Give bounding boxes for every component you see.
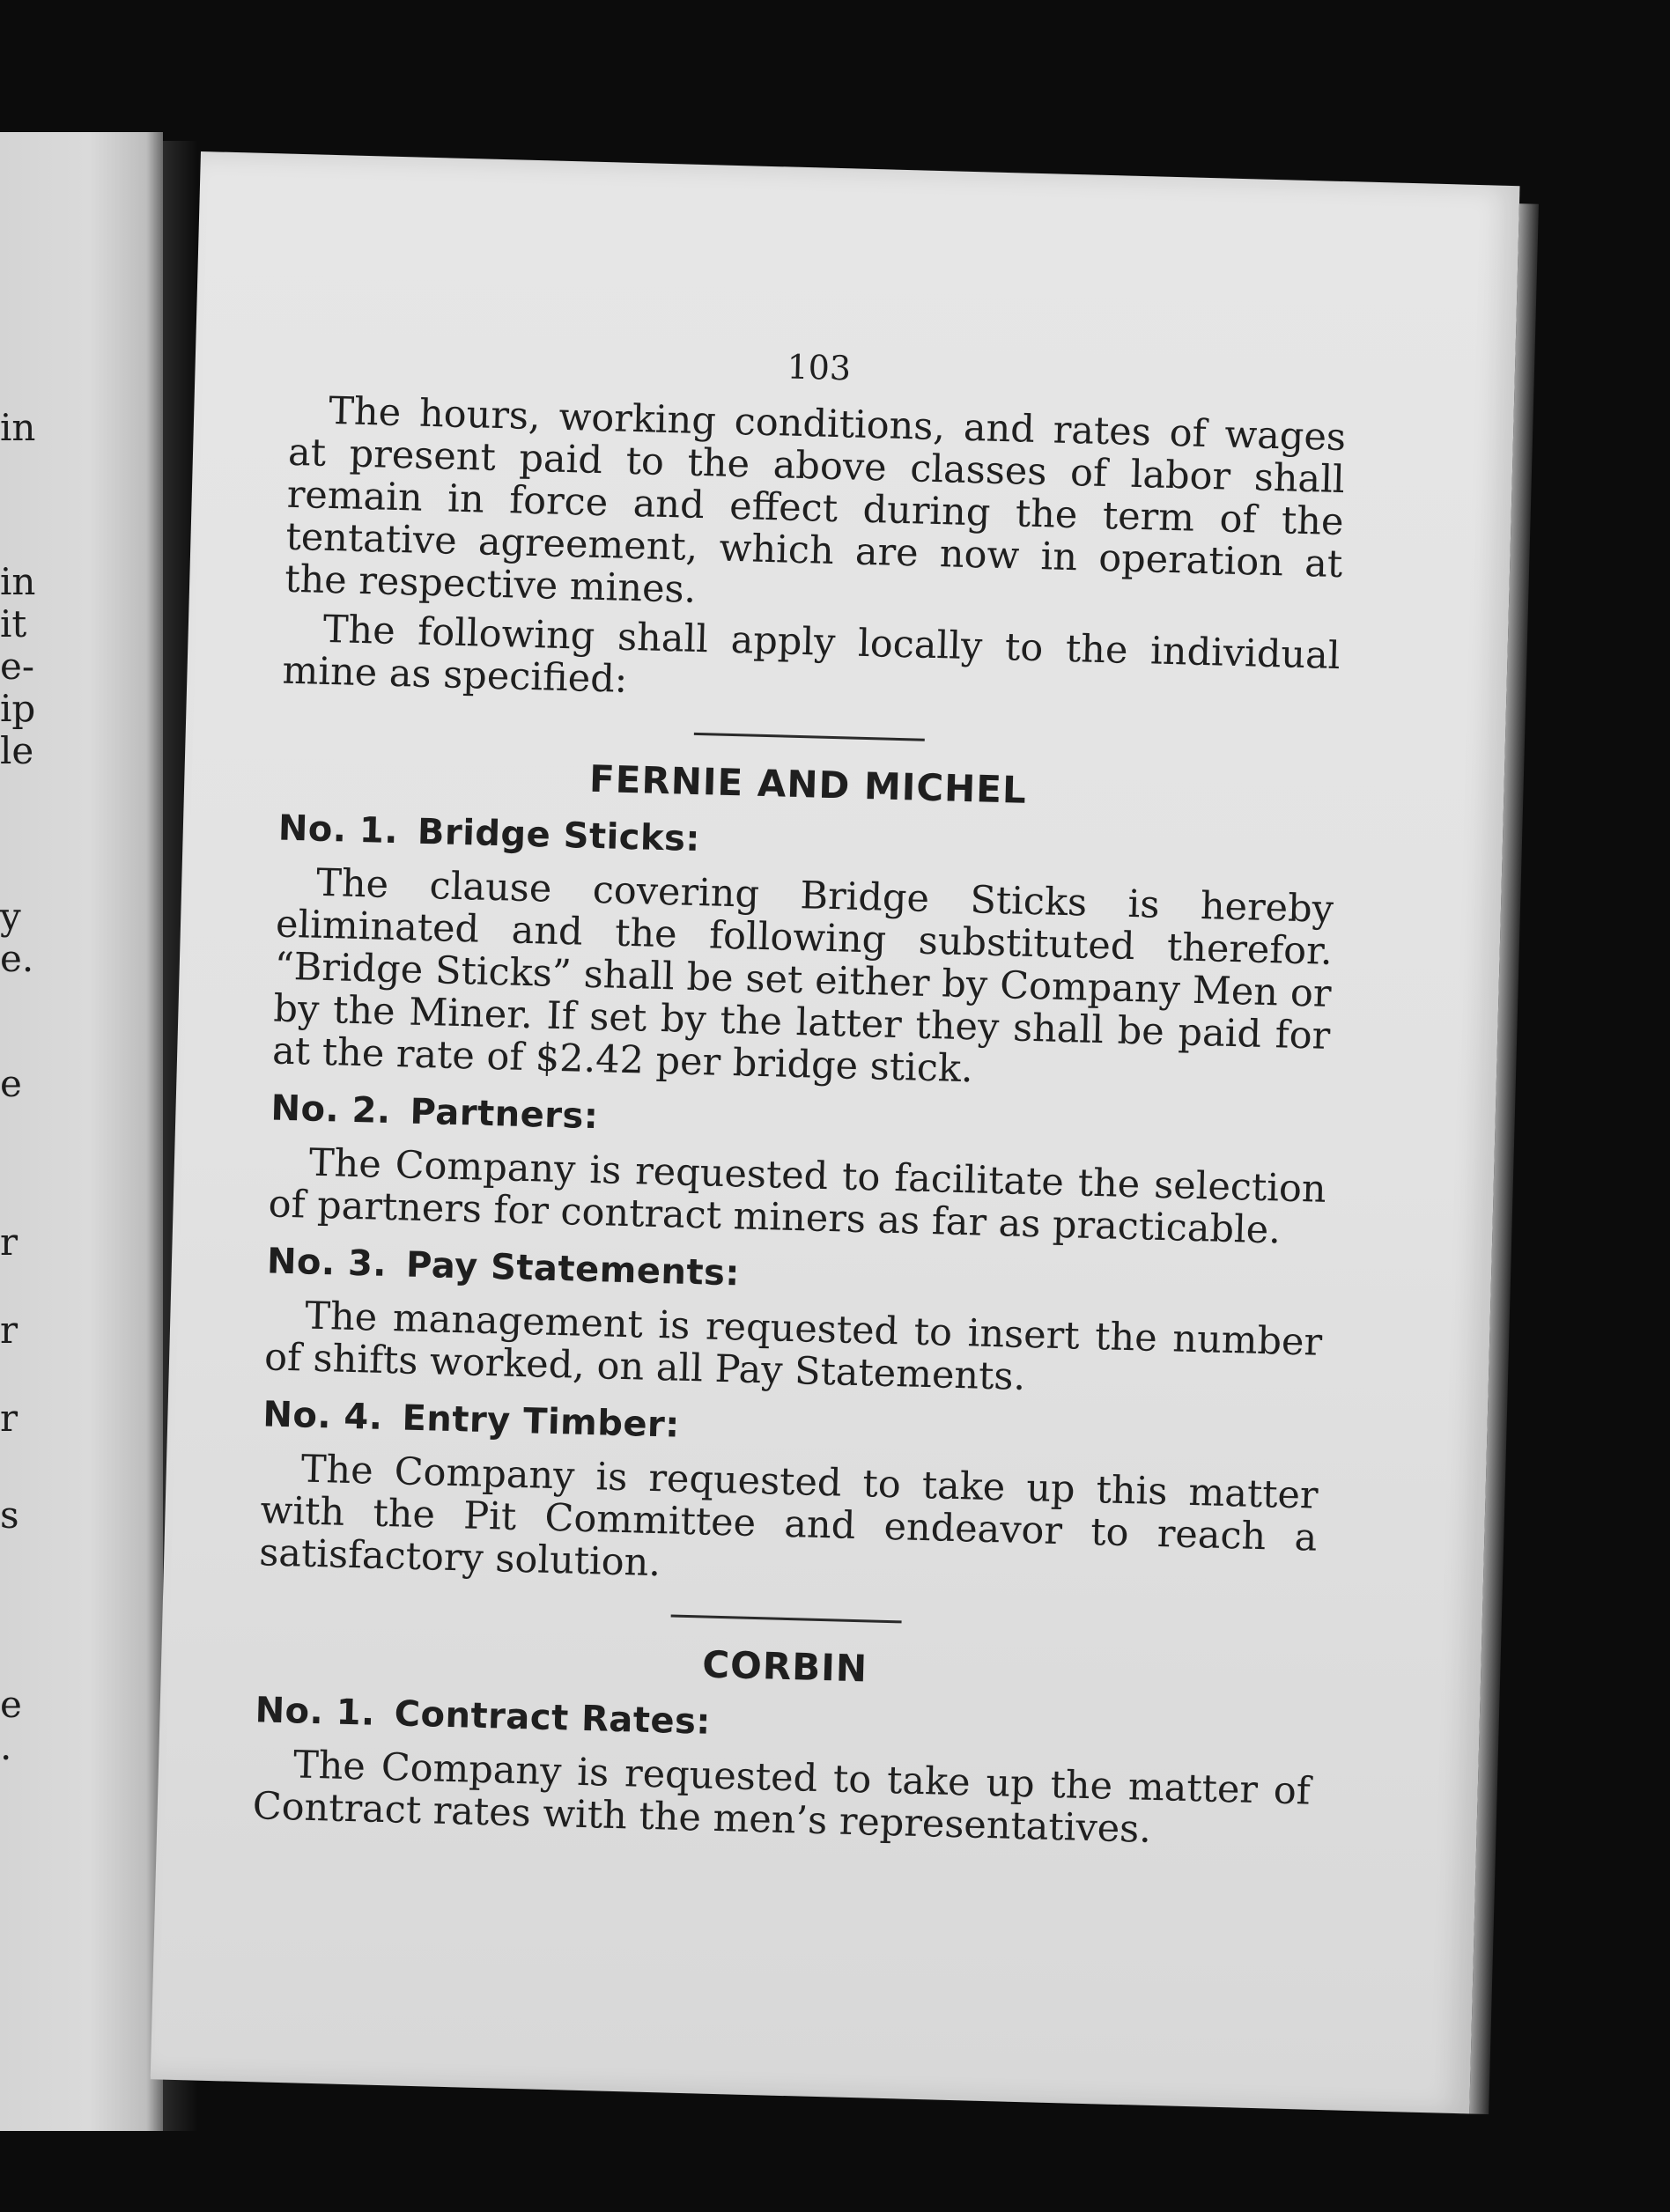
left-page-fragment: in	[0, 406, 36, 449]
left-page-fragment: r	[0, 1309, 18, 1352]
book-page	[151, 151, 1520, 2113]
item-title: Pay Statements:	[405, 1244, 741, 1294]
item-title: Partners:	[410, 1091, 599, 1138]
section-divider	[671, 1615, 902, 1624]
left-page-fragment: .	[0, 1725, 12, 1768]
item-number: No. 3.	[266, 1241, 388, 1285]
intro-paragraph: The hours, working conditions, and rates of wages at present paid to the above classes of labor shall remain in force and effect during the term of the tentative agreement, which are now in operation at the respective mines.	[284, 388, 1347, 612]
left-page-fragment: le	[0, 729, 34, 772]
item-title: Contract Rates:	[394, 1693, 712, 1743]
item-title: Bridge Sticks:	[417, 811, 701, 860]
item-number: No. 4.	[262, 1394, 384, 1438]
section-heading: FERNIE AND MICHEL	[588, 756, 1028, 812]
left-facing-page	[0, 132, 163, 2131]
left-page-fragment: ip	[0, 687, 36, 730]
item-text: The clause covering Bridge Sticks is hereby eliminated and the following substituted therefor. “Bridge Sticks” shall be set either by Company Men or by the Miner. If set by the latter they shall be paid for at the rate of $2.42 per bridge stick.	[271, 860, 1334, 1092]
left-page-fragment: r	[0, 1397, 18, 1440]
page-edge	[1469, 203, 1539, 2114]
left-page-fragment: e-	[0, 645, 35, 688]
item-text: The Company is requested to facilitate the selection of partners for contract miners as far as practicable.	[268, 1140, 1327, 1253]
left-page-fragment: y	[0, 895, 21, 938]
section-divider	[694, 733, 925, 741]
item-number: No. 1.	[277, 807, 399, 852]
section-heading: CORBIN	[701, 1642, 868, 1691]
left-page-fragment: it	[0, 602, 27, 645]
item-number: No. 2.	[270, 1088, 392, 1132]
page-content	[252, 335, 1348, 1855]
item-title: Entry Timber:	[401, 1397, 681, 1446]
item-number: No. 1.	[255, 1690, 376, 1734]
left-page-fragment: e	[0, 1062, 22, 1105]
intro-paragraph: The following shall apply locally to the individual mine as specified:	[281, 607, 1341, 702]
item-text: The Company is requested to take up the matter of Contract rates with the men’s representatives.	[252, 1743, 1312, 1852]
item-text: The management is requested to insert the number of shifts worked, on all Pay Statements.	[263, 1294, 1323, 1399]
page-number: 103	[786, 347, 852, 388]
left-page-fragment: r	[0, 1220, 18, 1264]
left-page-fragment: e	[0, 1683, 22, 1726]
left-page-fragment: in	[0, 560, 36, 603]
item-text: The Company is requested to take up this matter with the Pit Committee and endeavor to reach a satisfactory solution.	[258, 1447, 1319, 1586]
left-page-fragment: e.	[0, 937, 34, 980]
left-page-fragment: s	[0, 1493, 19, 1537]
